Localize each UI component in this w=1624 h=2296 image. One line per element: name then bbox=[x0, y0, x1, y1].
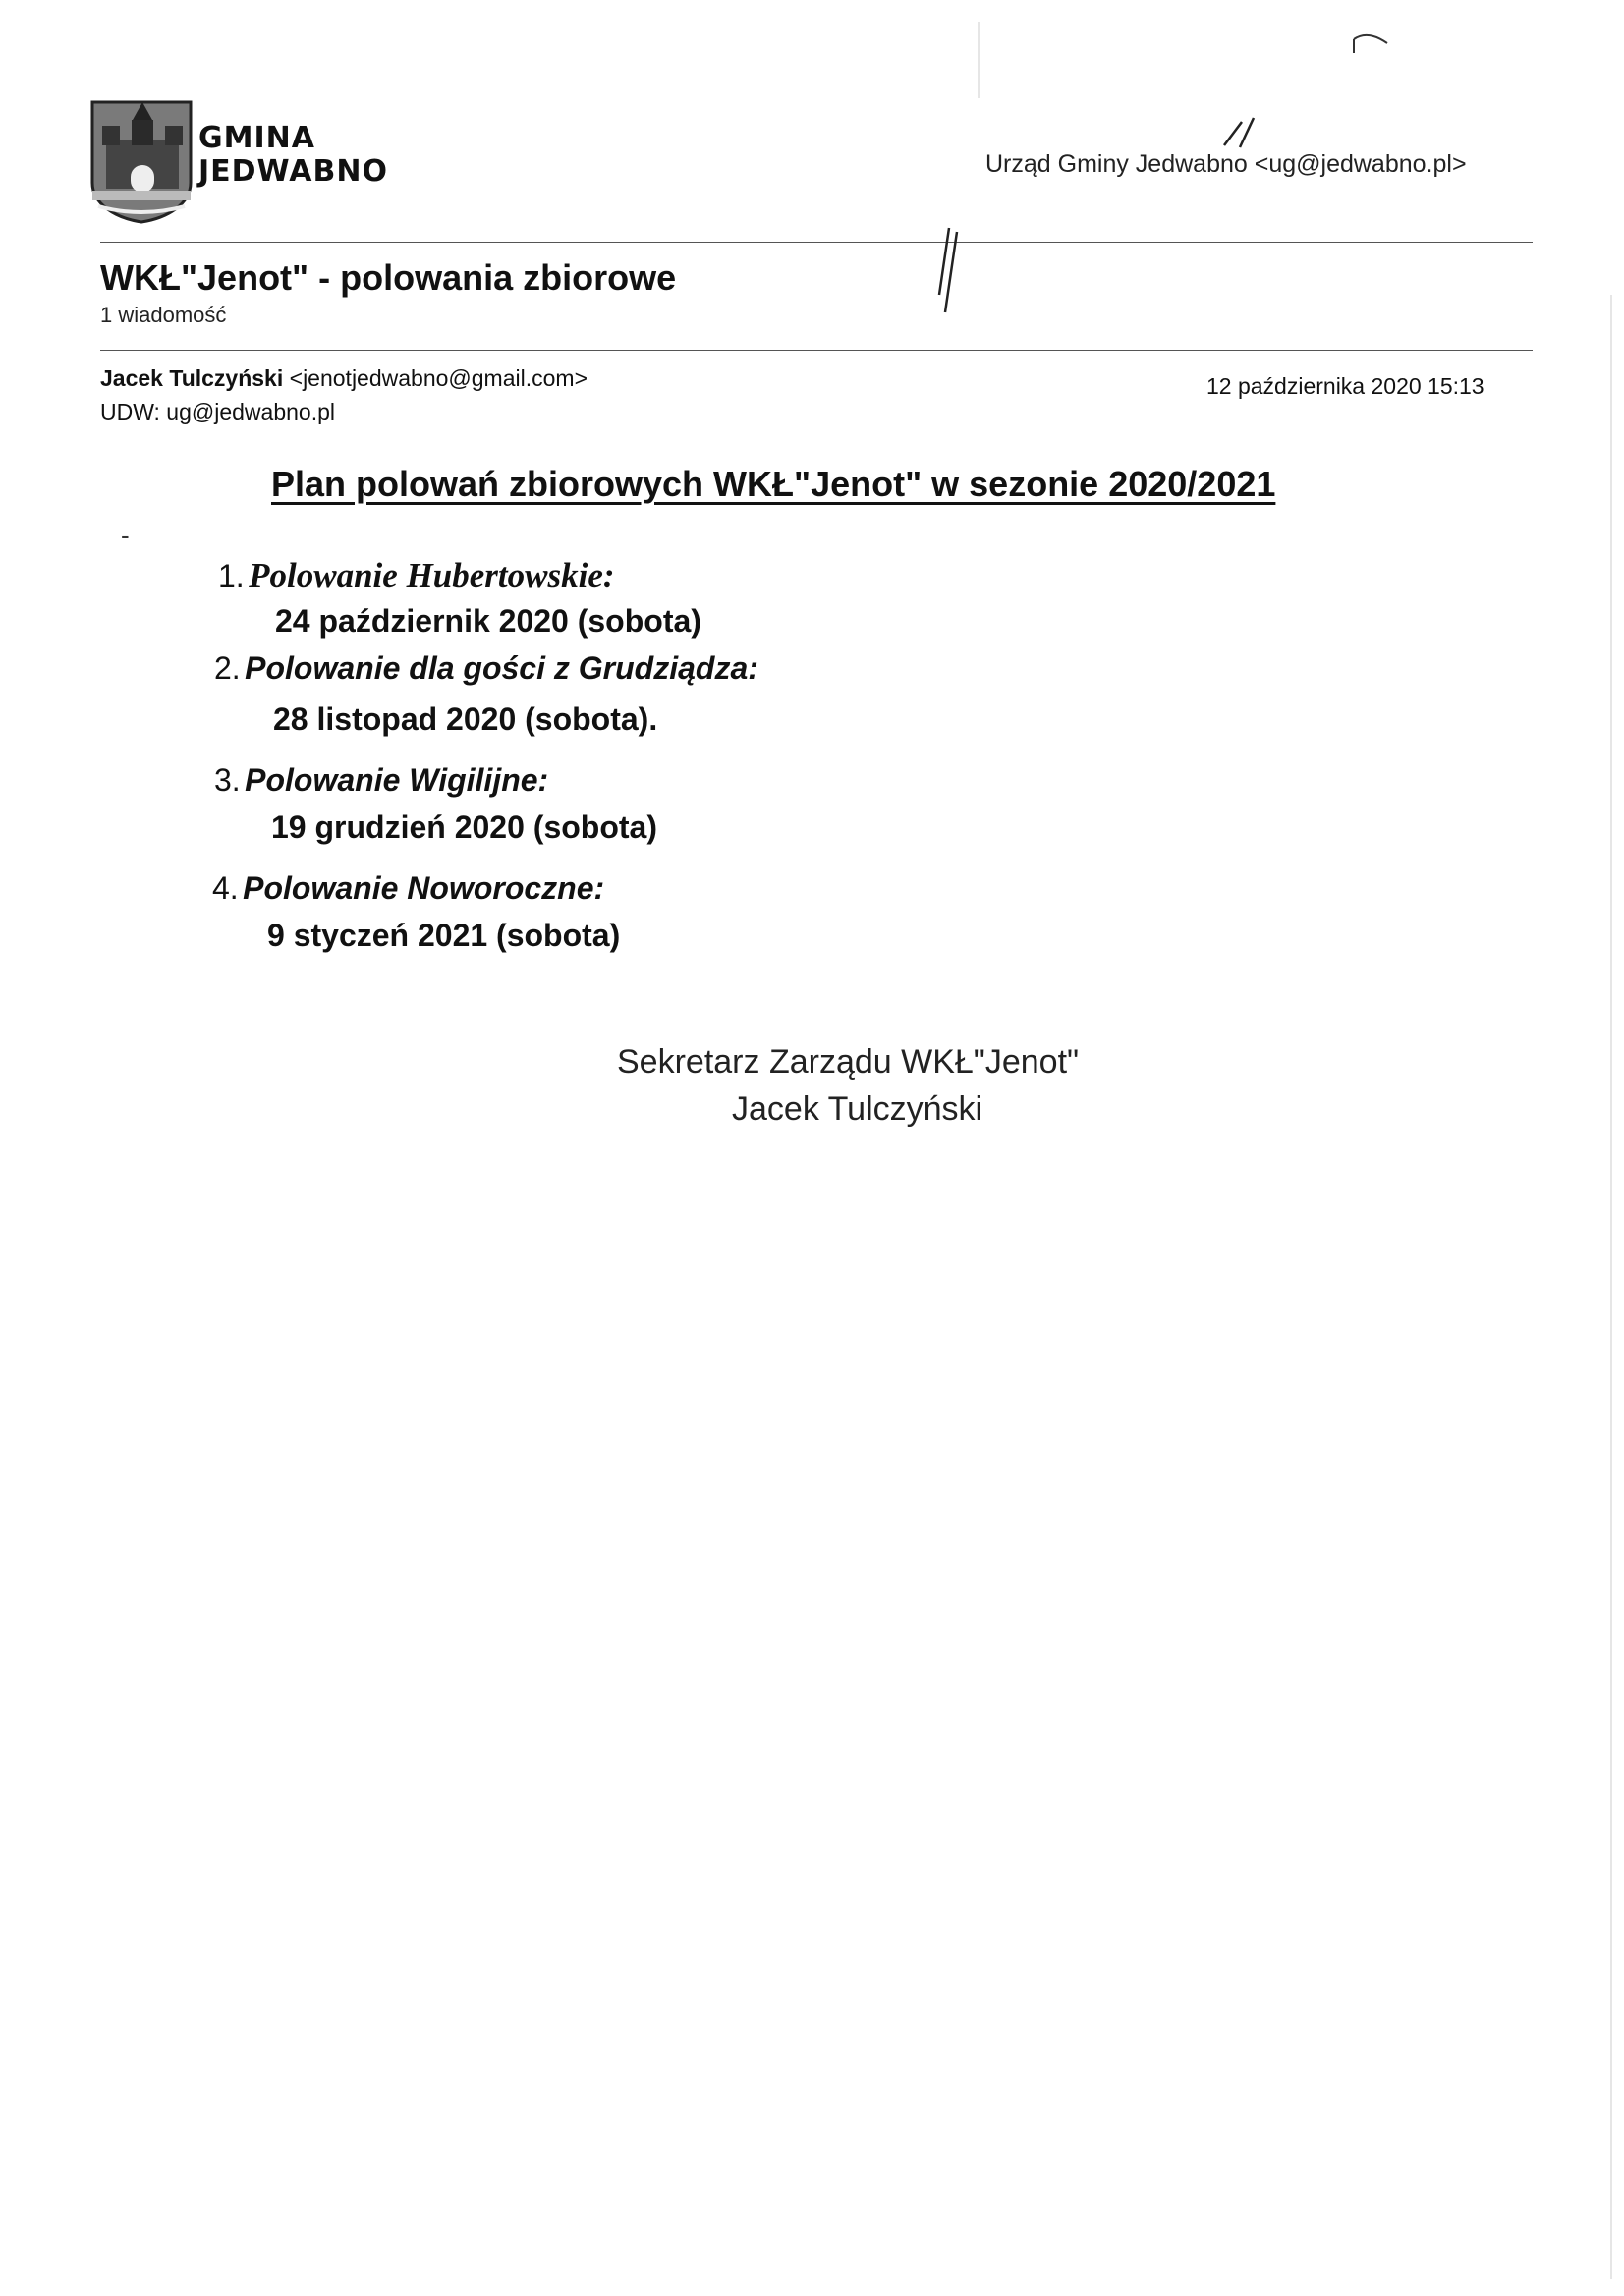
subject-divider bbox=[100, 350, 1533, 351]
sender-name: Jacek Tulczyński bbox=[100, 365, 284, 391]
item-number: 1. bbox=[218, 558, 245, 593]
item-number: 3. bbox=[214, 762, 241, 798]
item-number: 4. bbox=[212, 870, 239, 906]
list-item bbox=[212, 870, 604, 907]
message-count: 1 wiadomość bbox=[100, 303, 227, 327]
bcc-line: UDW: ug@jedwabno.pl bbox=[100, 399, 335, 424]
email-date: 12 października 2020 15:13 bbox=[1206, 373, 1484, 399]
signature-role: Sekretarz Zarządu WKŁ"Jenot" bbox=[617, 1043, 1080, 1081]
email-subject: WKŁ"Jenot" - polowania zbiorowe bbox=[100, 257, 677, 298]
item-number: 2. bbox=[214, 650, 241, 686]
list-item bbox=[214, 762, 548, 799]
item-date: 28 listopad 2020 (sobota). bbox=[273, 701, 658, 737]
municipality-logo bbox=[88, 96, 388, 224]
sender-email: <jenotjedwabno@gmail.com> bbox=[289, 365, 588, 391]
item-date: 19 grudzień 2020 (sobota) bbox=[271, 810, 657, 845]
margin-dash: - bbox=[121, 521, 130, 550]
logo-text-line1: GMINA bbox=[198, 121, 315, 155]
organization-address: Urząd Gminy Jedwabno <ug@jedwabno.pl> bbox=[985, 150, 1467, 178]
item-date: 24 październik 2020 (sobota) bbox=[275, 603, 701, 639]
signature-name: Jacek Tulczyński bbox=[732, 1091, 983, 1128]
list-item bbox=[214, 650, 758, 687]
item-label: Polowanie Noworoczne: bbox=[243, 870, 605, 906]
item-label: Polowanie dla gości z Grudziądza: bbox=[245, 650, 758, 686]
plan-title: Plan polowań zbiorowych WKŁ"Jenot" w sezonie 2020/2021 bbox=[271, 464, 1276, 504]
header-divider bbox=[100, 242, 1533, 243]
item-date: 9 styczeń 2021 (sobota) bbox=[267, 918, 621, 953]
logo-text-line2: JEDWABNO bbox=[198, 154, 388, 189]
coat-of-arms-castle-icon bbox=[88, 96, 196, 224]
item-label: Polowanie Wigilijne: bbox=[245, 762, 549, 798]
sender-line bbox=[100, 365, 588, 392]
item-label: Polowanie Hubertowskie: bbox=[249, 556, 615, 594]
list-item bbox=[218, 556, 615, 595]
